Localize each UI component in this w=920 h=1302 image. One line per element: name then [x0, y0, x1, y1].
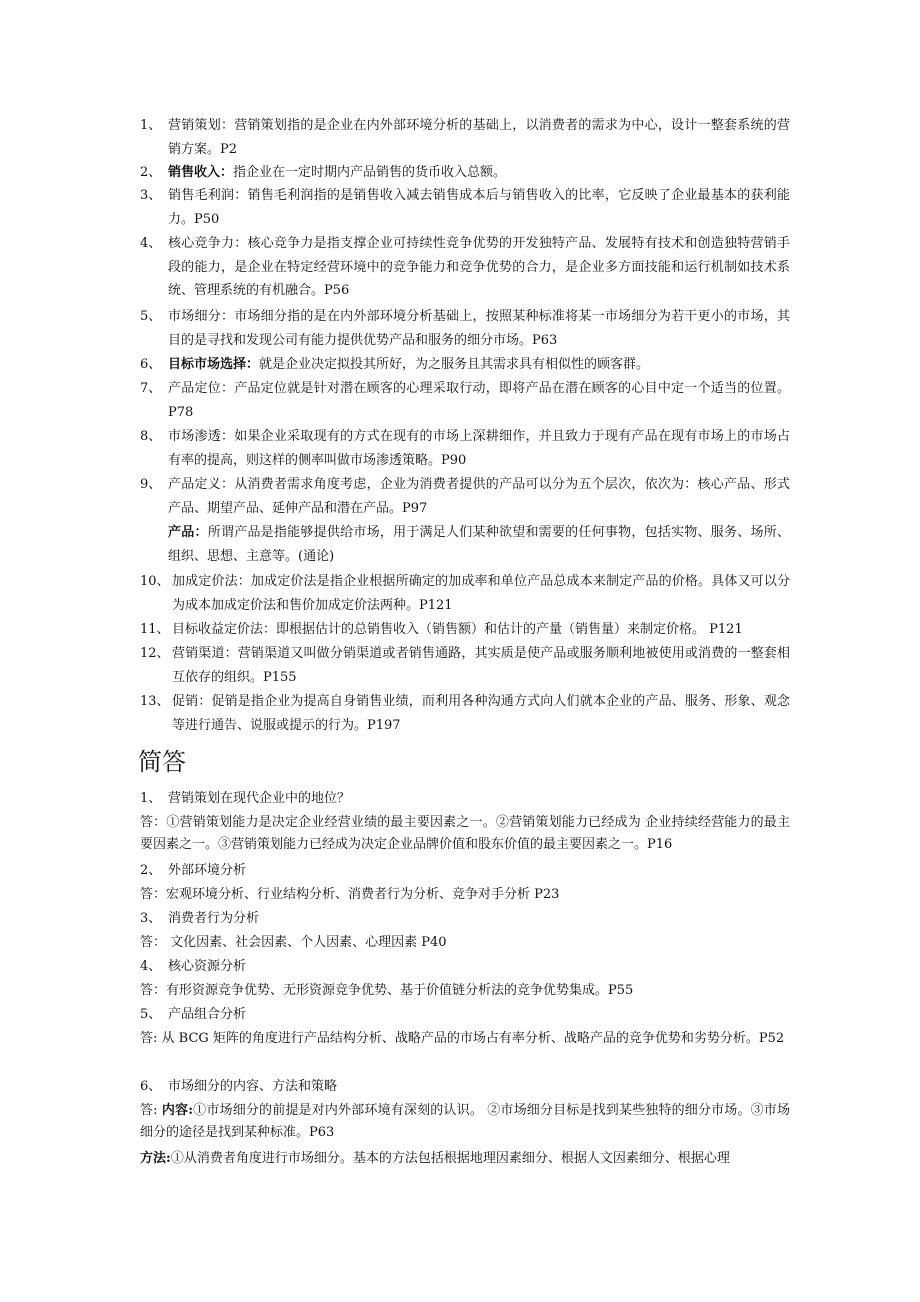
term: 营销渠道 [172, 646, 225, 661]
definition-text: 即根据估计的总销售收入（销售额）和估计的产量（销售量）来制定价格。 P121 [276, 622, 743, 637]
definition-text: 从消费者需求角度考虑，企业为消费者提供的产品可以分为五个层次，依次为：核心产品、形式产品、期望产品、延伸产品和潜在产品。P97 [168, 477, 790, 516]
term: 核心竞争力 [168, 236, 235, 251]
definition-text: 加成定价法是指企业根据所确定的加成率和单位产品总成本来制定产品的价格。具体又可以分为成本加成定价法和售价加成定价法两种。P121 [172, 574, 790, 613]
definition-text: 如果企业采取现有的方式在现有的市场上深耕细作，并且致力于现有产品在现有市场上的市场占有率的提高，则这样的侧率叫做市场渗透策略。P90 [168, 429, 790, 468]
definition-item: 11、 目标收益定价法：即根据估计的总销售收入（销售额）和估计的产量（销售量）来制定价格。 P121 [140, 618, 790, 642]
item-number: 13、 [140, 694, 170, 709]
definition-text: 营销渠道又叫做分销渠道或者销售通路，其实质是使产品或服务顺利地被使用或消费的一整套相互依存的组织。P155 [172, 646, 790, 685]
question: 6、 市场细分的内容、方法和策略 [140, 1079, 338, 1094]
definition-text: 营销策划指的是企业在内外部环境分析的基础上，以消费者的需求为中心，设计一整套系统的营销方案。P2 [168, 118, 790, 157]
question: 3、 消费者行为分析 [140, 911, 260, 926]
definition-item: 5、 市场细分：市场细分指的是在内外部环境分析基础上，按照某种标准将某一市场细分为若干更小的市场，其目的是寻找和发现公司有能力提供优势产品和服务的细分市场。P63 [140, 305, 790, 352]
term: 产品定义 [168, 477, 221, 492]
definition-item: 4、 核心竞争力：核心竞争力是指支撑企业可持续性竞争优势的开发独特产品、发展特有技术和创造独特营销手段的能力，是企业在特定经营环境中的竞争能力和竞争优势的合力，是企业多方面技能和运行机制如技术系统、管理系统的有机融合。P56 [140, 232, 790, 303]
item-number: 8、 [140, 429, 162, 444]
term: 目标收益定价法 [172, 622, 264, 637]
answer: 答： 文化因素、社会因素、个人因素、心理因素 P40 [140, 935, 447, 950]
item-number: 5、 [140, 309, 162, 324]
definition-item: 6、 目标市场选择：就是企业决定拟投其所好，为之服务且其需求具有相似性的顾客群。 [140, 353, 790, 377]
definition-item: 3、 销售毛利润：销售毛利润指的是销售收入减去销售成本后与销售收入的比率，它反映了企业最基本的获利能力。P50 [140, 184, 790, 231]
question: 2、 外部环境分析 [140, 863, 247, 878]
definition-item: 2、 销售收入：指企业在一定时期内产品销售的货币收入总额。 [140, 161, 790, 185]
definition-text: 产品定位就是针对潜在顾客的心理采取行动，即将产品在潜在顾客的心目中定一个适当的位置。P78 [168, 381, 790, 420]
question: 1、 营销策划在现代企业中的地位？ [140, 791, 351, 806]
term: 促销 [172, 694, 199, 709]
item-number: 7、 [140, 381, 162, 396]
definition-item: 8、 市场渗透：如果企业采取现有的方式在现有的市场上深耕细作，并且致力于现有产品在现有市场上的市场占有率的提高，则这样的侧率叫做市场渗透策略。P90 [140, 425, 790, 472]
item-number: 9、 [140, 477, 162, 492]
term: 市场渗透 [168, 429, 221, 444]
answer-method: 方法:①从消费者角度进行市场细分。基本的方法包括根据地理因素细分、根据人文因素细分、根据心理 [140, 1151, 730, 1166]
item-number: 6、 [140, 357, 162, 372]
item-number: 3、 [140, 188, 162, 203]
answer: 答：有形资源竞争优势、无形资源竞争优势、基于价值链分析法的竞争优势集成。P55 [140, 983, 634, 998]
definition-item: 13、 促销：促销是指企业为提高自身销售业绩，而利用各种沟通方式向人们就本企业的产品、服务、形象、观念等进行通告、说服或提示的行为。P197 [140, 690, 790, 737]
definition-text: 核心竞争力是指支撑企业可持续性竞争优势的开发独特产品、发展特有技术和创造独特营销手段的能力，是企业在特定经营环境中的竞争能力和竞争优势的合力，是企业多方面技能和运行机制如技术系统、管理系统的有机融合。P56 [168, 236, 790, 298]
definition-text: 促销是指企业为提高自身销售业绩，而利用各种沟通方式向人们就本企业的产品、服务、形象、观念等进行通告、说服或提示的行为。P197 [172, 694, 790, 733]
term: 销售毛利润 [168, 188, 235, 203]
answer: 答: 内容:①市场细分的前提是对内外部环境有深刻的认识。 ②市场细分目标是找到某些独特的细分市场。③市场细分的途径是找到某种标准。P63 [140, 1103, 790, 1140]
item-number: 4、 [140, 236, 162, 251]
definition-text: 所谓产品是指能够提供给市场，用于满足人们某种欲望和需要的任何事物，包括实物、服务、场所、组织、思想、主意等。(通论) [168, 525, 790, 564]
item-number: 12、 [140, 646, 170, 661]
item-number: 1、 [140, 118, 162, 133]
definition-text: 就是企业决定拟投其所好，为之服务且其需求具有相似性的顾客群。 [259, 357, 650, 372]
definition-item: 12、 营销渠道：营销渠道又叫做分销渠道或者销售通路，其实质是使产品或服务顺利地被使用或消费的一整套相互依存的组织。P155 [140, 642, 790, 689]
answer-label: 方法: [140, 1151, 171, 1166]
definition-text: 指企业在一定时期内产品销售的货币收入总额。 [233, 165, 507, 180]
answer: 答：宏观环境分析、行业结构分析、消费者行为分析、竞争对手分析 P23 [140, 887, 560, 902]
question: 4、 核心资源分析 [140, 959, 247, 974]
term: 加成定价法 [172, 574, 238, 589]
definition-text: 市场细分指的是在内外部环境分析基础上，按照某种标准将某一市场细分为若干更小的市场，其目的是寻找和发现公司有能力提供优势产品和服务的细分市场。P63 [168, 309, 790, 348]
item-number: 10、 [140, 574, 170, 589]
item-number: 2、 [140, 165, 162, 180]
answer: 答：①营销策划能力是决定企业经营业绩的最主要因素之一。②营销策划能力已经成为 企业持续经营能力的最主要因素之一。③营销策划能力已经成为决定企业品牌价值和股东价值的最主要因素之一。P16 [140, 815, 790, 852]
answer-label: 内容: [161, 1103, 194, 1118]
item-number: 11、 [140, 622, 170, 637]
term: 产品 [168, 525, 195, 540]
definition-item: 10、 加成定价法：加成定价法是指企业根据所确定的加成率和单位产品总成本来制定产品的价格。具体又可以分为成本加成定价法和售价加成定价法两种。P121 [140, 570, 790, 617]
section-heading: 简答 [138, 748, 186, 776]
definition-text: 销售毛利润指的是销售收入减去销售成本后与销售收入的比率，它反映了企业最基本的获利能力。P50 [168, 188, 790, 227]
answer: 答: 从 BCG 矩阵的角度进行产品结构分析、战略产品的市场占有率分析、战略产品的竞争优势和劣势分析。P52 [140, 1031, 785, 1046]
definition-item: 1、 营销策划：营销策划指的是企业在内外部环境分析的基础上，以消费者的需求为中心，设计一整套系统的营销方案。P2 [140, 114, 790, 161]
term: 市场细分 [168, 309, 221, 324]
definition-item: 产品：所谓产品是指能够提供给市场，用于满足人们某种欲望和需要的任何事物，包括实物、服务、场所、组织、思想、主意等。(通论) [168, 525, 790, 564]
term: 目标市场选择 [168, 357, 247, 372]
term: 销售收入 [168, 165, 221, 180]
question: 5、 产品组合分析 [140, 1007, 247, 1022]
term: 产品定位 [168, 381, 221, 396]
definition-item: 7、 产品定位：产品定位就是针对潜在顾客的心理采取行动，即将产品在潜在顾客的心目中定一个适当的位置。P78 [140, 377, 790, 424]
definition-item: 9、 产品定义：从消费者需求角度考虑，企业为消费者提供的产品可以分为五个层次，依次为：核心产品、形式产品、期望产品、延伸产品和潜在产品。P97 [140, 473, 790, 520]
term: 营销策划 [168, 118, 221, 133]
